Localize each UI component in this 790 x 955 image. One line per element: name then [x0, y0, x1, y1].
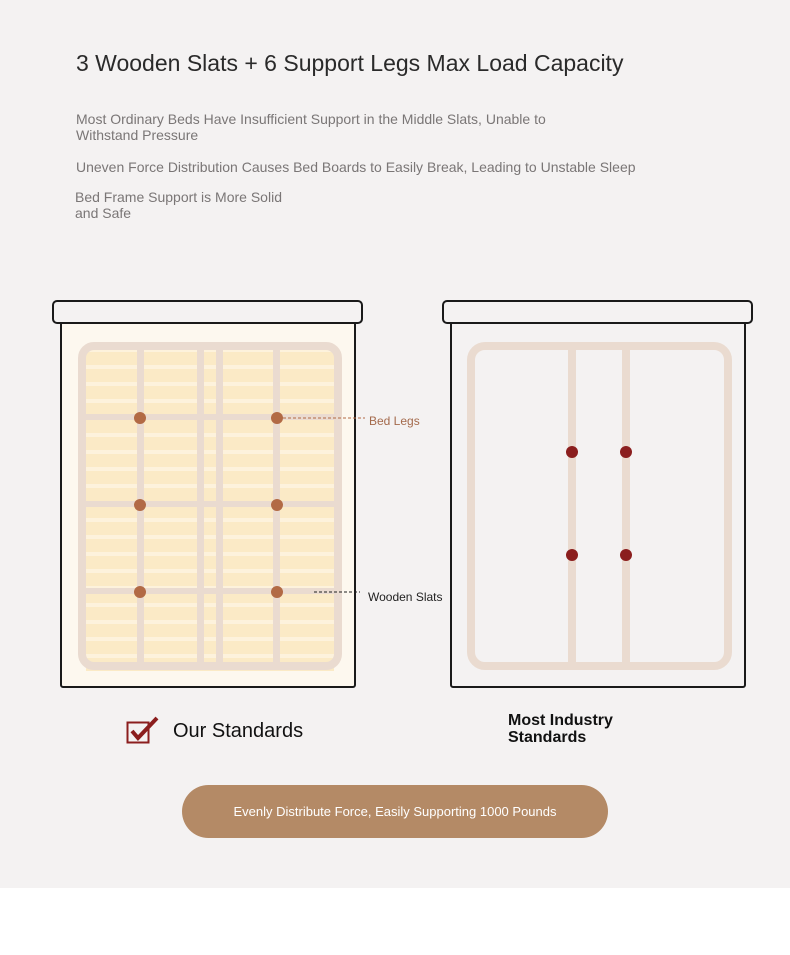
support-banner-button[interactable] [182, 785, 608, 838]
wooden-slat [86, 454, 334, 467]
bed-leg [134, 412, 146, 424]
checkmark-icon [126, 716, 160, 746]
wooden-slat [86, 386, 334, 399]
description-3: Bed Frame Support is More Solid and Safe [75, 189, 282, 221]
bed-leg [271, 412, 283, 424]
wooden-slat [86, 420, 334, 433]
cross-bar-3 [86, 588, 334, 594]
wooden-slat [86, 522, 334, 535]
wooden-slat [86, 369, 334, 382]
industry-standards-label: Most Industry Standards [508, 712, 613, 746]
wooden-slat [86, 539, 334, 552]
industry-rail-2 [622, 350, 630, 664]
bed-leg [566, 446, 578, 458]
our-standard-slat-frame [82, 346, 365, 671]
description-2: Uneven Force Distribution Causes Bed Boards to Easily Break, Leading to Unstable Sleep [76, 159, 636, 175]
wooden-slat [86, 488, 334, 501]
bed-legs-label: Bed Legs [369, 414, 420, 428]
cross-bar-1 [86, 414, 334, 420]
wooden-slat [86, 624, 334, 637]
wooden-slat [86, 641, 334, 654]
wooden-slat [86, 607, 334, 620]
description-1: Most Ordinary Beds Have Insufficient Support in the Middle Slats, Unable to Withstand Pressure [76, 111, 546, 143]
support-banner-label: Evenly Distribute Force, Easily Supporting 1000 Pounds [233, 804, 557, 819]
wooden-slat [86, 556, 334, 569]
bed-leg [134, 499, 146, 511]
industry-rail-1 [568, 350, 576, 664]
our-standards-label: Our Standards [173, 720, 304, 742]
cross-bar-2 [86, 501, 334, 507]
industry-outer-frame [471, 346, 728, 666]
page-title: 3 Wooden Slats + 6 Support Legs Max Load Capacity [76, 50, 624, 76]
wooden-slats-label: Wooden Slats [368, 590, 443, 604]
wooden-slat [86, 573, 334, 586]
bed-leg [134, 586, 146, 598]
bed-leg [271, 499, 283, 511]
wooden-slat [86, 471, 334, 484]
wooden-slat [86, 352, 334, 365]
bed-leg [271, 586, 283, 598]
wooden-slat [86, 437, 334, 450]
bed-leg [566, 549, 578, 561]
bed-leg [620, 549, 632, 561]
bed-leg [620, 446, 632, 458]
industry-standard-frame [471, 346, 728, 666]
